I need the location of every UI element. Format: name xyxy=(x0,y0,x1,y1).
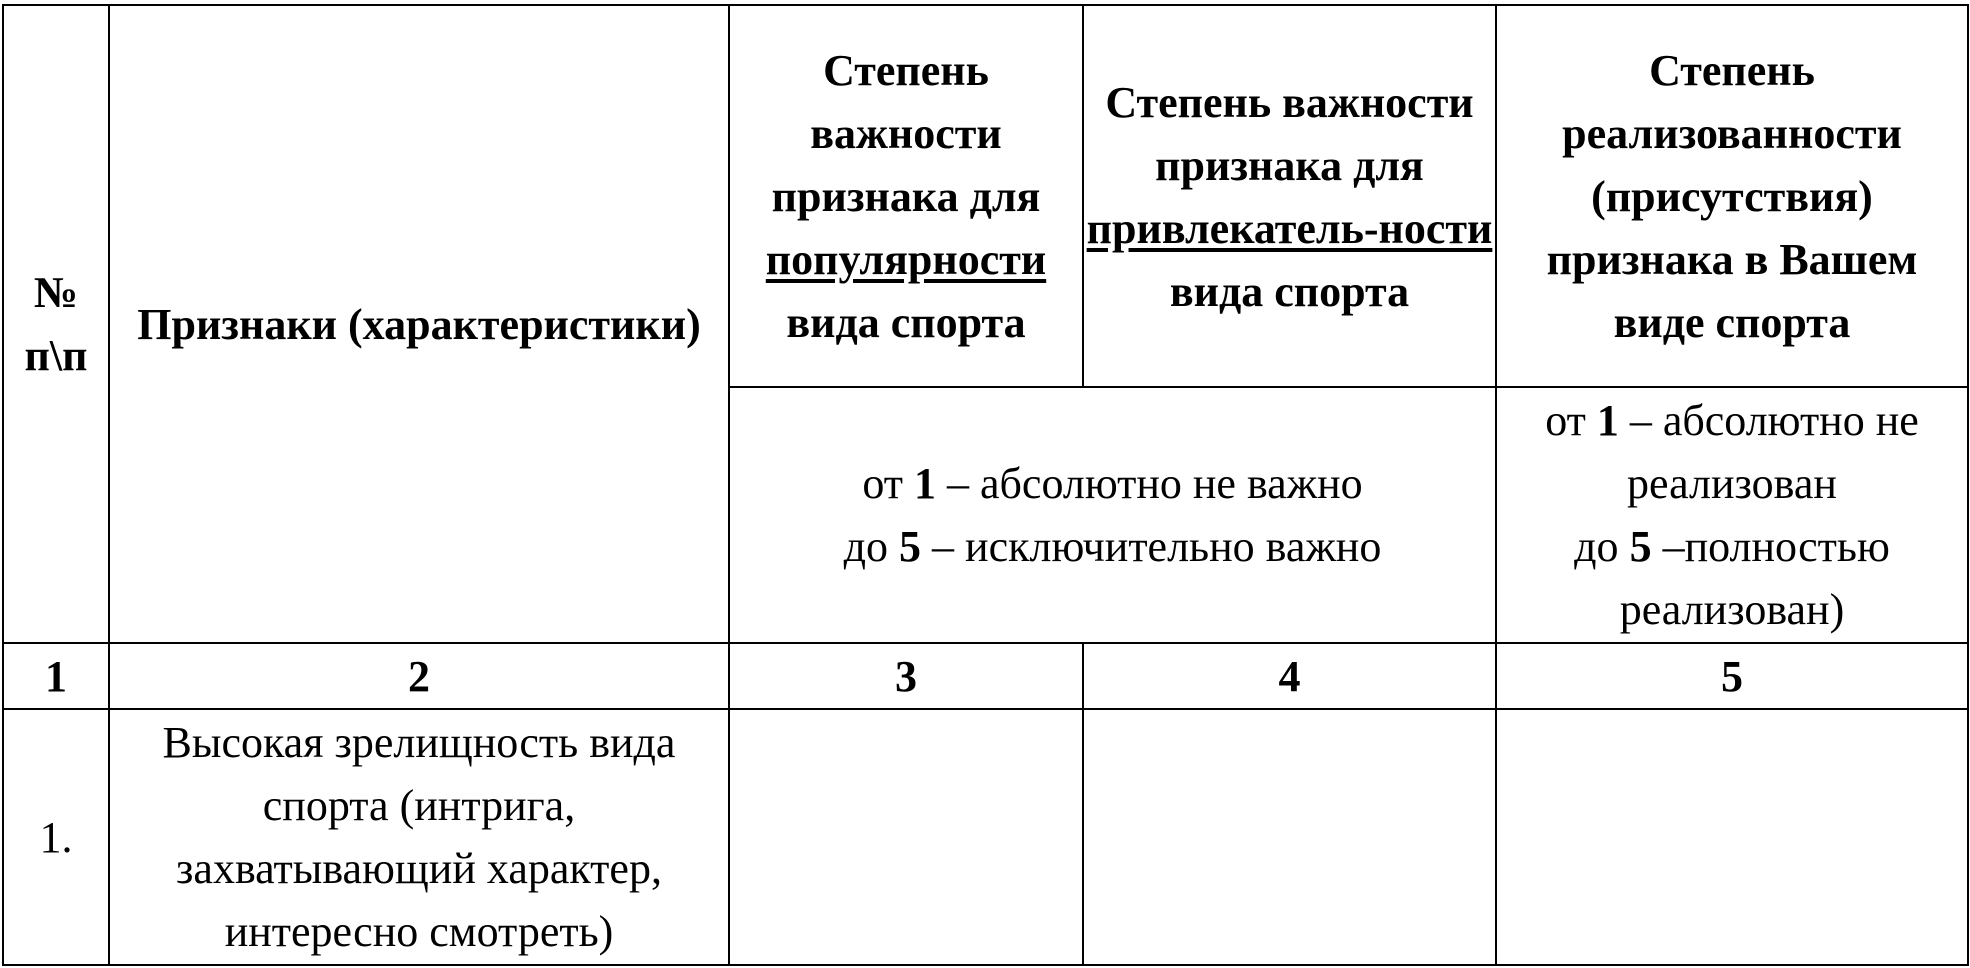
column-number-row xyxy=(3,643,1968,709)
header-popularity-underlined: популярности xyxy=(765,235,1047,284)
header-number-label: № п\п xyxy=(24,268,88,380)
row-feature: Высокая зрелищность вида спорта (интрига, захватывающий характер, интересно смотреть) xyxy=(109,709,729,965)
scale-importance-line1-num: 1 xyxy=(914,459,936,508)
scale-realization-line1-num: 1 xyxy=(1596,396,1619,445)
header-attractiveness-underlined: привлекатель-ности xyxy=(1086,203,1493,253)
header-popularity-pre: Степень важности признака для xyxy=(771,46,1041,221)
scale-importance-line2-num: 5 xyxy=(899,522,922,571)
header-popularity-post: вида спорта xyxy=(786,298,1026,347)
header-popularity xyxy=(729,5,1083,387)
header-attractiveness-post: вида спорта xyxy=(1169,266,1410,316)
row-popularity-rating-cell[interactable] xyxy=(729,709,1083,965)
column-number-4: 4 xyxy=(1083,643,1496,709)
table-row xyxy=(3,709,1968,965)
header-attractiveness-pre: Степень важности признака для xyxy=(1105,77,1474,190)
scale-realization-line2-pre: до xyxy=(1574,522,1630,571)
row-attractiveness-rating-cell[interactable] xyxy=(1083,709,1496,965)
header-realization-label: Степень реализованности (присутствия) признака в Вашем виде спорта xyxy=(1546,46,1918,347)
header-features-label: Признаки (характеристики) xyxy=(137,299,701,349)
column-number-1: 1 xyxy=(3,643,109,709)
scale-realization xyxy=(1496,387,1968,643)
header-features xyxy=(109,5,729,643)
scale-importance-line2 xyxy=(730,515,1495,578)
header-row xyxy=(3,5,1968,387)
column-number-3: 3 xyxy=(729,643,1083,709)
scale-realization-line2 xyxy=(1497,515,1967,641)
scale-realization-line2-post: –полностью реализован) xyxy=(1619,522,1890,634)
header-number xyxy=(3,5,109,643)
scale-realization-line2-num: 5 xyxy=(1629,522,1652,571)
row-number: 1. xyxy=(3,709,109,965)
scale-realization-line1-pre: от xyxy=(1545,396,1597,445)
scale-importance-line1-post: – абсолютно не важно xyxy=(936,459,1363,508)
scale-realization-line1 xyxy=(1497,389,1967,515)
scale-importance-line2-pre: до xyxy=(843,522,900,571)
scale-realization-line1-post: – абсолютно не реализован xyxy=(1618,396,1919,508)
column-number-2: 2 xyxy=(109,643,729,709)
header-attractiveness xyxy=(1083,5,1496,387)
survey-table xyxy=(2,4,1969,966)
header-realization xyxy=(1496,5,1968,387)
scale-importance-line1 xyxy=(730,452,1495,515)
column-number-5: 5 xyxy=(1496,643,1968,709)
scale-importance-line1-pre: от xyxy=(862,459,914,508)
row-realization-rating-cell[interactable] xyxy=(1496,709,1968,965)
scale-importance-line2-post: – исключительно важно xyxy=(921,522,1382,571)
scale-importance xyxy=(729,387,1496,643)
